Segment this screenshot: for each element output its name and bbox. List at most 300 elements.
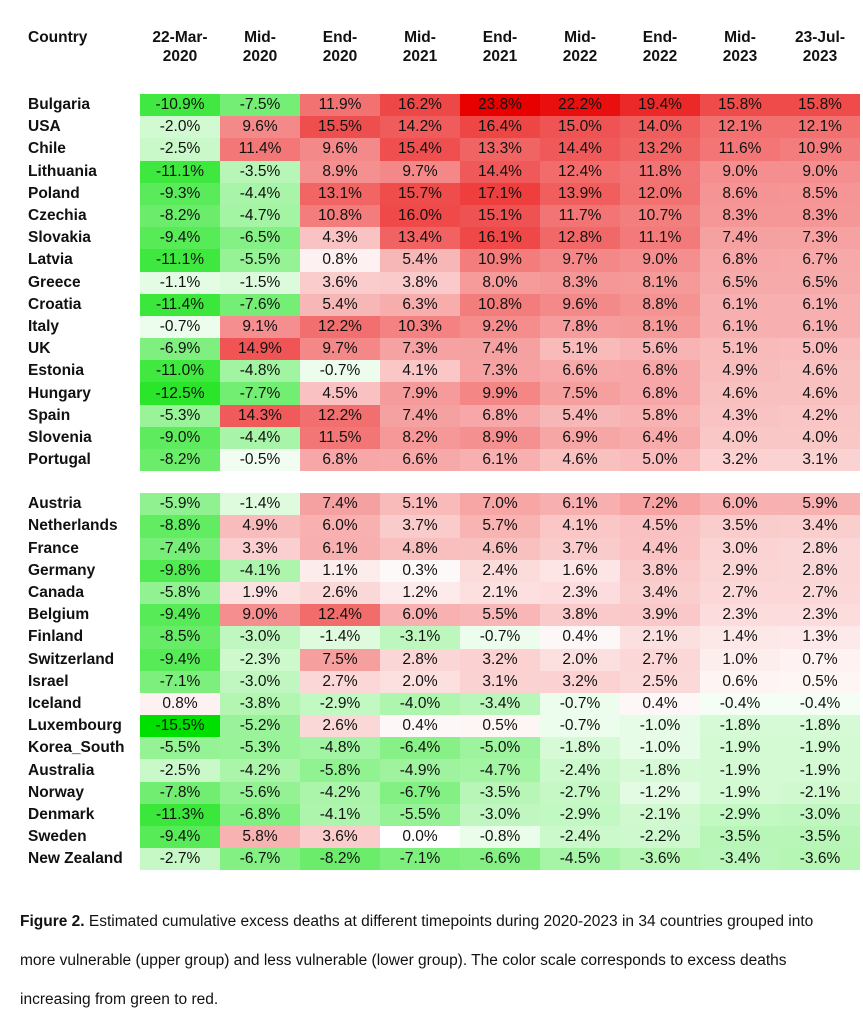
heatmap-cell: -2.1% (620, 804, 700, 826)
heatmap-cell: 12.8% (540, 227, 620, 249)
country-label: Israel (20, 671, 140, 693)
heatmap-cell: -2.7% (140, 848, 220, 870)
table-row (20, 272, 860, 294)
heatmap-cell: 2.7% (700, 582, 780, 604)
country-label: Austria (20, 493, 140, 515)
heatmap-cell: -4.9% (380, 759, 460, 781)
heatmap-cell: 7.0% (460, 493, 540, 515)
heatmap-cell: 1.9% (220, 582, 300, 604)
heatmap-cell: 12.1% (780, 116, 860, 138)
heatmap-cell: 5.0% (620, 449, 700, 471)
heatmap-cell: -1.8% (700, 715, 780, 737)
heatmap-cell: 8.5% (780, 183, 860, 205)
heatmap-cell: 14.4% (460, 161, 540, 183)
heatmap-cell: 7.4% (380, 405, 460, 427)
heatmap-cell: 5.4% (380, 249, 460, 271)
table-row (20, 671, 860, 693)
heatmap-cell: 2.6% (300, 715, 380, 737)
heatmap-cell: -0.8% (460, 826, 540, 848)
heatmap-cell: -4.2% (300, 782, 380, 804)
heatmap-cell: -0.7% (140, 316, 220, 338)
heatmap-cell: 6.5% (780, 272, 860, 294)
heatmap-cell: -5.5% (220, 249, 300, 271)
heatmap-cell: -5.5% (140, 737, 220, 759)
heatmap-cell: 7.3% (780, 227, 860, 249)
heatmap-cell: -7.4% (140, 538, 220, 560)
heatmap-cell: -11.0% (140, 360, 220, 382)
table-row (20, 116, 860, 138)
heatmap-cell: 1.4% (700, 626, 780, 648)
heatmap-cell: -1.8% (780, 715, 860, 737)
heatmap-cell: 3.4% (620, 582, 700, 604)
heatmap-cell: 0.0% (380, 826, 460, 848)
heatmap-cell: -2.9% (300, 693, 380, 715)
country-label: Lithuania (20, 161, 140, 183)
table-row (20, 848, 860, 870)
heatmap-cell: 14.0% (620, 116, 700, 138)
heatmap-cell: -9.4% (140, 604, 220, 626)
table-row (20, 582, 860, 604)
heatmap-cell: 0.6% (700, 671, 780, 693)
heatmap-cell: -4.4% (220, 183, 300, 205)
heatmap-cell: 3.3% (220, 538, 300, 560)
heatmap-cell: 4.0% (780, 427, 860, 449)
country-label: Spain (20, 405, 140, 427)
heatmap-cell: 2.1% (460, 582, 540, 604)
heatmap-cell: 7.5% (540, 382, 620, 404)
heatmap-cell: 6.8% (620, 360, 700, 382)
heatmap-cell: 0.4% (380, 715, 460, 737)
heatmap-cell: 3.5% (700, 515, 780, 537)
heatmap-cell: 2.7% (780, 582, 860, 604)
table-row (20, 649, 860, 671)
heatmap-cell: 4.2% (780, 405, 860, 427)
heatmap-cell: 1.1% (300, 560, 380, 582)
heatmap-cell: 4.6% (540, 449, 620, 471)
heatmap-cell: -0.7% (540, 693, 620, 715)
heatmap-cell: 4.9% (220, 515, 300, 537)
heatmap-cell: 6.5% (700, 272, 780, 294)
table-row (20, 249, 860, 271)
heatmap-cell: 3.2% (700, 449, 780, 471)
heatmap-cell: -5.0% (460, 737, 540, 759)
heatmap-cell: 0.5% (780, 671, 860, 693)
table-row (20, 138, 860, 160)
heatmap-cell: 4.0% (700, 427, 780, 449)
heatmap-cell: 4.9% (700, 360, 780, 382)
heatmap-cell: 7.9% (380, 382, 460, 404)
country-label: USA (20, 116, 140, 138)
heatmap-cell: 0.4% (620, 693, 700, 715)
heatmap-cell: 11.8% (620, 161, 700, 183)
table-row (20, 338, 860, 360)
heatmap-cell: 2.8% (780, 560, 860, 582)
heatmap-cell: 6.8% (620, 382, 700, 404)
column-header: Mid- 2020 (242, 29, 278, 65)
heatmap-cell: -4.5% (540, 848, 620, 870)
heatmap-cell: 8.1% (620, 272, 700, 294)
heatmap-cell: 23.8% (460, 94, 540, 116)
heatmap-cell: 10.9% (460, 249, 540, 271)
heatmap-cell: 3.9% (620, 604, 700, 626)
heatmap-cell: -4.4% (220, 427, 300, 449)
heatmap-cell: -1.4% (300, 626, 380, 648)
heatmap-cell: 14.2% (380, 116, 460, 138)
heatmap-cell: -6.8% (220, 804, 300, 826)
heatmap-cell: 9.6% (300, 138, 380, 160)
heatmap-cell: -6.9% (140, 338, 220, 360)
heatmap-cell: 4.4% (620, 538, 700, 560)
heatmap-cell: -9.8% (140, 560, 220, 582)
table-row (20, 715, 860, 737)
heatmap-cell: 6.9% (540, 427, 620, 449)
heatmap-cell: 9.1% (220, 316, 300, 338)
heatmap-cell: 1.2% (380, 582, 460, 604)
heatmap-cell: -0.7% (540, 715, 620, 737)
table-body (20, 94, 860, 870)
country-label: Czechia (20, 205, 140, 227)
heatmap-cell: -12.5% (140, 382, 220, 404)
heatmap-cell: 4.3% (300, 227, 380, 249)
heatmap-cell: 15.7% (380, 183, 460, 205)
heatmap-cell: -2.4% (540, 826, 620, 848)
heatmap-cell: -3.4% (460, 693, 540, 715)
heatmap-cell: 9.9% (460, 382, 540, 404)
heatmap-cell: -11.1% (140, 249, 220, 271)
heatmap-cell: -4.8% (220, 360, 300, 382)
heatmap-cell: 0.8% (300, 249, 380, 271)
heatmap-cell: 2.4% (460, 560, 540, 582)
country-label: Latvia (20, 249, 140, 271)
country-label: Netherlands (20, 515, 140, 537)
country-label: Germany (20, 560, 140, 582)
heatmap-cell: 15.0% (540, 116, 620, 138)
heatmap-cell: -3.1% (380, 626, 460, 648)
heatmap-cell: 16.1% (460, 227, 540, 249)
heatmap-cell: -8.2% (140, 449, 220, 471)
heatmap-cell: 9.6% (540, 294, 620, 316)
heatmap-cell: 12.0% (620, 183, 700, 205)
heatmap-cell: -1.9% (780, 737, 860, 759)
heatmap-cell: 6.7% (780, 249, 860, 271)
heatmap-cell: 6.6% (540, 360, 620, 382)
heatmap-cell: 7.8% (540, 316, 620, 338)
heatmap-cell: -5.3% (220, 737, 300, 759)
heatmap-cell: 3.6% (300, 272, 380, 294)
heatmap-cell: 10.3% (380, 316, 460, 338)
heatmap-cell: -1.9% (700, 782, 780, 804)
heatmap-cell: 16.2% (380, 94, 460, 116)
heatmap-cell: 0.4% (540, 626, 620, 648)
heatmap-cell: 4.8% (380, 538, 460, 560)
heatmap-cell: 2.3% (700, 604, 780, 626)
heatmap-cell: 2.0% (540, 649, 620, 671)
group-spacer (20, 471, 860, 493)
table-row (20, 161, 860, 183)
column-header: End- 2022 (642, 29, 678, 65)
heatmap-cell: -5.6% (220, 782, 300, 804)
heatmap-cell: -1.5% (220, 272, 300, 294)
heatmap-cell: 4.3% (700, 405, 780, 427)
country-label: Sweden (20, 826, 140, 848)
table-row (20, 227, 860, 249)
country-label: Bulgaria (20, 94, 140, 116)
heatmap-cell: 11.1% (620, 227, 700, 249)
heatmap-cell: -7.6% (220, 294, 300, 316)
heatmap-cell: 11.9% (300, 94, 380, 116)
country-label: UK (20, 338, 140, 360)
country-label: Belgium (20, 604, 140, 626)
country-label: Portugal (20, 449, 140, 471)
heatmap-cell: -6.4% (380, 737, 460, 759)
heatmap-cell: -1.9% (700, 759, 780, 781)
heatmap-cell: 2.7% (300, 671, 380, 693)
heatmap-cell: 13.3% (460, 138, 540, 160)
heatmap-cell: -7.8% (140, 782, 220, 804)
heatmap-cell: 19.4% (620, 94, 700, 116)
heatmap-cell: 8.9% (300, 161, 380, 183)
heatmap-cell: 4.6% (780, 382, 860, 404)
heatmap-cell: 8.2% (380, 427, 460, 449)
heatmap-cell: -7.1% (140, 671, 220, 693)
heatmap-cell: 8.9% (460, 427, 540, 449)
heatmap-cell: -0.4% (780, 693, 860, 715)
heatmap-cell: 8.3% (540, 272, 620, 294)
heatmap-cell: -11.3% (140, 804, 220, 826)
heatmap-cell: -1.9% (700, 737, 780, 759)
heatmap-cell: 5.8% (220, 826, 300, 848)
heatmap-cell: 3.8% (620, 560, 700, 582)
heatmap-cell: -11.4% (140, 294, 220, 316)
heatmap-cell: -5.3% (140, 405, 220, 427)
heatmap-cell: 8.6% (700, 183, 780, 205)
table-row (20, 493, 860, 515)
heatmap-cell: 3.7% (540, 538, 620, 560)
heatmap-cell: 3.1% (460, 671, 540, 693)
heatmap-cell: 2.1% (620, 626, 700, 648)
heatmap-cell: -3.4% (700, 848, 780, 870)
heatmap-cell: 2.6% (300, 582, 380, 604)
table-row (20, 538, 860, 560)
heatmap-cell: 15.4% (380, 138, 460, 160)
heatmap-cell: -3.6% (620, 848, 700, 870)
heatmap-cell: -8.5% (140, 626, 220, 648)
heatmap-cell: -0.7% (460, 626, 540, 648)
country-label: Australia (20, 759, 140, 781)
heatmap-cell: 6.4% (620, 427, 700, 449)
heatmap-cell: -0.7% (300, 360, 380, 382)
heatmap-cell: 7.5% (300, 649, 380, 671)
heatmap-cell: -4.7% (220, 205, 300, 227)
heatmap-cell: 5.4% (300, 294, 380, 316)
heatmap-cell: 10.8% (460, 294, 540, 316)
heatmap-cell: 2.8% (780, 538, 860, 560)
table-row (20, 294, 860, 316)
heatmap-cell: -3.0% (460, 804, 540, 826)
heatmap-cell: 16.0% (380, 205, 460, 227)
country-label: Italy (20, 316, 140, 338)
country-label: Slovenia (20, 427, 140, 449)
heatmap-cell: -0.4% (700, 693, 780, 715)
heatmap-cell: -6.6% (460, 848, 540, 870)
heatmap-cell: 13.4% (380, 227, 460, 249)
heatmap-cell: -2.3% (220, 649, 300, 671)
country-label: New Zealand (20, 848, 140, 870)
heatmap-cell: 2.8% (380, 649, 460, 671)
heatmap-cell: -3.6% (780, 848, 860, 870)
caption-label: Figure 2. (20, 913, 85, 930)
caption-text: Estimated cumulative excess deaths at different timepoints during 2020-2023 in 34 countries grouped into more vulnerable (upper group) and less vulnerable (lower group). The color scale corresponds to excess deaths increasing from green to red. (20, 913, 814, 1008)
heatmap-cell: 10.7% (620, 205, 700, 227)
heatmap-cell: 9.0% (700, 161, 780, 183)
heatmap-cell: 0.8% (140, 693, 220, 715)
country-label: Korea_South (20, 737, 140, 759)
heatmap-cell: -4.8% (300, 737, 380, 759)
heatmap-cell: -10.9% (140, 94, 220, 116)
heatmap-cell: 4.5% (300, 382, 380, 404)
heatmap-cell: 13.1% (300, 183, 380, 205)
heatmap-cell: 2.0% (380, 671, 460, 693)
heatmap-cell: 5.7% (460, 515, 540, 537)
table-row (20, 604, 860, 626)
heatmap-cell: -4.1% (220, 560, 300, 582)
header-country: Country (28, 29, 88, 46)
heatmap-cell: -9.4% (140, 649, 220, 671)
table-row (20, 626, 860, 648)
heatmap-cell: -9.0% (140, 427, 220, 449)
heatmap-cell: 8.1% (620, 316, 700, 338)
country-label: Slovakia (20, 227, 140, 249)
heatmap-cell: -8.2% (140, 205, 220, 227)
table-row (20, 515, 860, 537)
heatmap-cell: -15.5% (140, 715, 220, 737)
heatmap-cell: 9.0% (620, 249, 700, 271)
heatmap-cell: 6.0% (380, 604, 460, 626)
heatmap-cell: 0.7% (780, 649, 860, 671)
heatmap-cell: 0.3% (380, 560, 460, 582)
heatmap-cell: -7.1% (380, 848, 460, 870)
heatmap-cell: 6.0% (300, 515, 380, 537)
heatmap-cell: -6.7% (220, 848, 300, 870)
heatmap-cell: 14.9% (220, 338, 300, 360)
table-row (20, 427, 860, 449)
heatmap-cell: 12.2% (300, 316, 380, 338)
table-row (20, 560, 860, 582)
country-label: Norway (20, 782, 140, 804)
heatmap-cell: 5.1% (700, 338, 780, 360)
heatmap-cell: 2.7% (620, 649, 700, 671)
heatmap-table (20, 28, 860, 870)
table-row (20, 693, 860, 715)
heatmap-cell: 3.4% (780, 515, 860, 537)
heatmap-cell: -3.0% (220, 626, 300, 648)
heatmap-cell: 3.6% (300, 826, 380, 848)
heatmap-cell: 1.6% (540, 560, 620, 582)
heatmap-cell: -1.9% (780, 759, 860, 781)
table-row (20, 316, 860, 338)
heatmap-cell: 15.1% (460, 205, 540, 227)
heatmap-cell: 4.6% (780, 360, 860, 382)
heatmap-cell: 4.1% (540, 515, 620, 537)
country-label: Luxembourg (20, 715, 140, 737)
heatmap-cell: -2.0% (140, 116, 220, 138)
heatmap-cell: 3.7% (380, 515, 460, 537)
table-row (20, 183, 860, 205)
figure-caption (20, 902, 850, 1019)
heatmap-cell: -4.0% (380, 693, 460, 715)
heatmap-cell: 10.9% (780, 138, 860, 160)
column-header: 23-Jul- 2023 (795, 29, 845, 65)
heatmap-cell: -6.5% (220, 227, 300, 249)
heatmap-cell: 3.8% (540, 604, 620, 626)
heatmap-cell: -3.5% (220, 161, 300, 183)
column-header: Mid- 2022 (562, 29, 598, 65)
heatmap-cell: 8.0% (460, 272, 540, 294)
heatmap-cell: 17.1% (460, 183, 540, 205)
country-label: Iceland (20, 693, 140, 715)
table-row (20, 826, 860, 848)
heatmap-cell: 12.2% (300, 405, 380, 427)
heatmap-cell: 6.1% (300, 538, 380, 560)
heatmap-cell: 8.8% (620, 294, 700, 316)
heatmap-cell: 5.1% (540, 338, 620, 360)
heatmap-cell: 16.4% (460, 116, 540, 138)
heatmap-cell: -5.9% (140, 493, 220, 515)
column-header: Mid- 2023 (722, 29, 758, 65)
heatmap-cell: 9.7% (300, 338, 380, 360)
heatmap-cell: 8.3% (700, 205, 780, 227)
country-label: Denmark (20, 804, 140, 826)
heatmap-cell: 13.9% (540, 183, 620, 205)
heatmap-cell: 7.3% (380, 338, 460, 360)
heatmap-cell: 5.4% (540, 405, 620, 427)
heatmap-cell: -7.7% (220, 382, 300, 404)
heatmap-cell: -8.8% (140, 515, 220, 537)
heatmap-cell: 5.0% (780, 338, 860, 360)
heatmap-cell: 5.1% (380, 493, 460, 515)
heatmap-cell: 4.6% (700, 382, 780, 404)
heatmap-cell: -1.0% (620, 737, 700, 759)
country-label: Estonia (20, 360, 140, 382)
heatmap-cell: 9.0% (220, 604, 300, 626)
column-header: End- 2021 (482, 29, 518, 65)
heatmap-cell: 7.4% (300, 493, 380, 515)
heatmap-cell: -3.5% (780, 826, 860, 848)
heatmap-cell: -7.5% (220, 94, 300, 116)
heatmap-cell: -5.5% (380, 804, 460, 826)
table-row (20, 804, 860, 826)
heatmap-cell: -3.0% (780, 804, 860, 826)
heatmap-cell: 15.8% (780, 94, 860, 116)
heatmap-cell: 22.2% (540, 94, 620, 116)
country-label: Hungary (20, 382, 140, 404)
heatmap-cell: 6.1% (780, 316, 860, 338)
heatmap-cell: -3.0% (220, 671, 300, 693)
heatmap-cell: 6.1% (700, 294, 780, 316)
heatmap-cell: -5.2% (220, 715, 300, 737)
heatmap-cell: 7.4% (700, 227, 780, 249)
heatmap-cell: 2.3% (540, 582, 620, 604)
heatmap-cell: 2.3% (780, 604, 860, 626)
heatmap-cell: 2.5% (620, 671, 700, 693)
column-header: Mid- 2021 (402, 29, 438, 65)
heatmap-cell: 10.8% (300, 205, 380, 227)
heatmap-cell: -9.4% (140, 227, 220, 249)
column-header: End- 2020 (322, 29, 358, 65)
heatmap-cell: 5.5% (460, 604, 540, 626)
country-label: France (20, 538, 140, 560)
heatmap-cell: -9.3% (140, 183, 220, 205)
